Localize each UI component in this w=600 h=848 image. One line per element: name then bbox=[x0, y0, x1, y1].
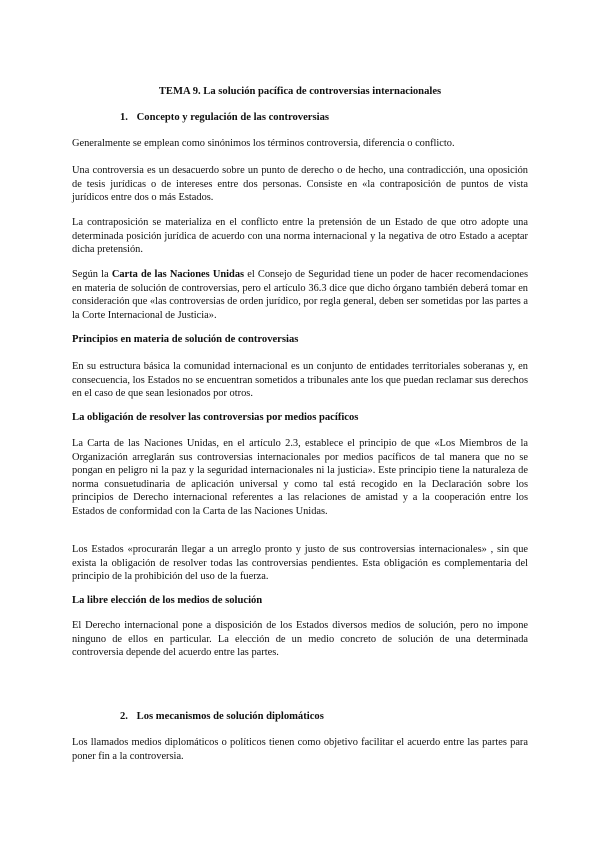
paragraph-medios-diplomaticos: Los llamados medios diplomáticos o políticos tienen como objetivo facilitar el acuerdo entre las partes para poner fin a la controversia. bbox=[72, 737, 528, 762]
heading-libre-eleccion: La libre elección de los medios de solución bbox=[72, 595, 263, 606]
paragraph-articulo-2-3: La Carta de las Naciones Unidas, en el artículo 2.3, establece el principio de que «Los Miembros de la Organización arreglarán sus controversias internacionales por medios pacíficos de tal manera que no se pongan en peligro ni la paz y la seguridad internacionales ni la justicia». Este principio tiene la naturaleza de norma consuetudinaria de aplicación universal y como tal está recogido en la Declaración sobre los principios de Derecho internacional referentes a las relaciones de amistad y a la cooperación entre los Estados de conformidad con la Carta de las Naciones Unidas. bbox=[72, 438, 528, 517]
paragraph-carta bbox=[72, 268, 528, 322]
section-1-title: Concepto y regulación de las controversias bbox=[136, 112, 329, 123]
paragraph-estructura: En su estructura básica la comunidad internacional es un conjunto de entidades territoriales soberanas y, en consecuencia, los Estados no se encuentran sometidos a tribunales ante los que puedan reclamar sus derechos en el caso de que sean lesionados por otros. bbox=[72, 361, 528, 400]
paragraph-definition: Una controversia es un desacuerdo sobre un punto de derecho o de hecho, una contradicción, una oposición de tesis jurídicas o de intereses entre dos personas. Consiste en «la contraposición de puntos de vista jurídicos entre dos o más Estados. bbox=[72, 165, 528, 204]
page-title: TEMA 9. La solución pacífica de controversias internacionales bbox=[158, 86, 442, 97]
carta-intro: Según la bbox=[72, 269, 112, 280]
paragraph-estados: Los Estados «procurarán llegar a un arreglo pronto y justo de sus controversias internacionales» , sin que exista la obligación de resolver todas las controversias pendientes. Esta obligación es complementaria del principio de la prohibición del uso de la fuerza. bbox=[72, 544, 528, 583]
carta-rest: el Consejo de Seguridad tiene un poder de hacer recomendaciones en materia de solución de controversias, pero el artículo 36.3 dice que dicho órgano también deberá tomar en consideración que «las controversias de orden jurídico, por regla general, deben ser sometidas por las partes a la Corte Internacional de Justicia». bbox=[72, 269, 529, 321]
section-1-number: 1. bbox=[120, 112, 128, 123]
paragraph-contraposition: La contraposición se materializa en el conflicto entre la pretensión de un Estado de que otro adopte una determinada posición jurídica de acuerdo con una norma internacional y la negativa de otro Estado a aceptar dicha pretensión. bbox=[72, 217, 528, 256]
section-2-heading bbox=[120, 711, 324, 722]
section-1-heading bbox=[120, 112, 329, 123]
paragraph-synonyms: Generalmente se emplean como sinónimos los términos controversia, diferencia o conflicto. bbox=[72, 138, 455, 149]
heading-principios: Principios en materia de solución de controversias bbox=[72, 334, 299, 345]
carta-bold: Carta de las Naciones Unidas bbox=[111, 269, 245, 280]
section-2-title: Los mecanismos de solución diplomáticos bbox=[136, 711, 324, 722]
heading-obligacion: La obligación de resolver las controversias por medios pacíficos bbox=[72, 412, 359, 423]
section-2-number: 2. bbox=[120, 711, 128, 722]
paragraph-derecho-internacional: El Derecho internacional pone a disposición de los Estados diversos medios de solución, pero no impone ninguno de ellos en particular. La elección de un medio concreto de solución de una determinada controversia depende del acuerdo entre las partes. bbox=[72, 620, 528, 659]
